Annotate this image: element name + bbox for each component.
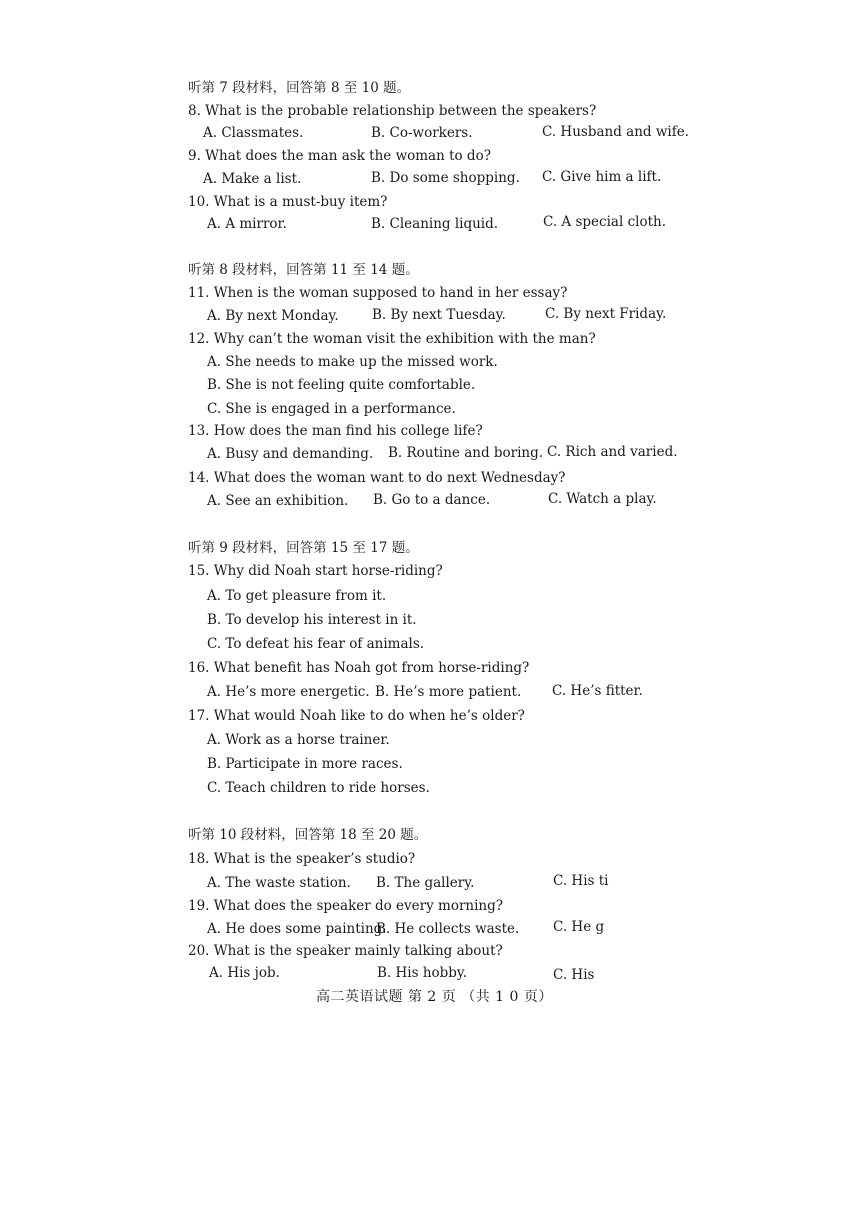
question-text: 8. What is the probable relationship between the speakers? bbox=[188, 103, 597, 119]
option-b: B. Go to a dance. bbox=[373, 492, 491, 508]
option-b: B. Cleaning liquid. bbox=[371, 216, 499, 232]
section-header: 听第 7 段材料，回答第 8 至 10 题。 bbox=[188, 80, 411, 96]
option-a: A. Work as a horse trainer. bbox=[207, 732, 390, 748]
option-a: A. His job. bbox=[209, 965, 280, 981]
option-b: B. Do some shopping. bbox=[371, 170, 520, 186]
option-c: C. To defeat his fear of animals. bbox=[207, 636, 425, 652]
question-text: 20. What is the speaker mainly talking about? bbox=[188, 943, 503, 959]
section-header: 听第 10 段材料，回答第 18 至 20 题。 bbox=[188, 827, 428, 843]
option-b: B. Routine and boring. bbox=[388, 445, 544, 461]
question-text: 10. What is a must-buy item? bbox=[188, 194, 388, 210]
question-text: 15. Why did Noah start horse-riding? bbox=[188, 563, 443, 579]
option-c: C. She is engaged in a performance. bbox=[207, 401, 456, 417]
option-c: C. Teach children to ride horses. bbox=[207, 780, 430, 796]
option-c: C. He’s fitter. bbox=[552, 683, 643, 699]
section-header: 听第 9 段材料，回答第 15 至 17 题。 bbox=[188, 540, 419, 556]
question-text: 16. What benefit has Noah got from horse-riding? bbox=[188, 660, 530, 676]
question-text: 13. How does the man find his college life? bbox=[188, 423, 483, 439]
option-a: A. He’s more energetic. bbox=[207, 684, 370, 700]
option-b: B. Participate in more races. bbox=[207, 756, 403, 772]
option-a: A. Busy and demanding. bbox=[207, 446, 374, 462]
option-b: B. By next Tuesday. bbox=[372, 307, 506, 323]
option-b: B. To develop his interest in it. bbox=[207, 612, 417, 628]
option-c: C. Watch a play. bbox=[548, 491, 657, 507]
option-c: C. By next Friday. bbox=[545, 306, 667, 322]
option-c: C. Husband and wife. bbox=[542, 124, 689, 140]
question-text: 17. What would Noah like to do when he’s older? bbox=[188, 708, 525, 724]
option-c: C. Rich and varied. bbox=[547, 444, 678, 460]
question-text: 11. When is the woman supposed to hand in her essay? bbox=[188, 285, 568, 301]
option-a: A. Make a list. bbox=[203, 171, 302, 187]
option-a: A. A mirror. bbox=[207, 216, 287, 232]
option-a: A. To get pleasure from it. bbox=[207, 588, 387, 604]
option-b: B. Co-workers. bbox=[371, 125, 473, 141]
option-a: A. See an exhibition. bbox=[207, 493, 349, 509]
option-b: B. She is not feeling quite comfortable. bbox=[207, 377, 476, 393]
option-b: B. He collects waste. bbox=[376, 921, 520, 937]
option-c: C. He g bbox=[553, 919, 605, 935]
option-c: C. His bbox=[553, 967, 595, 983]
option-c: C. His ti bbox=[553, 873, 609, 889]
page-footer: 高二英语试题 第 2 页 （共 1 0 页） bbox=[316, 989, 553, 1005]
section-header: 听第 8 段材料，回答第 11 至 14 题。 bbox=[188, 262, 419, 278]
option-b: B. The gallery. bbox=[376, 875, 475, 891]
option-a: A. She needs to make up the missed work. bbox=[207, 354, 498, 370]
question-text: 9. What does the man ask the woman to do? bbox=[188, 148, 491, 164]
question-text: 12. Why can’t the woman visit the exhibition with the man? bbox=[188, 331, 596, 347]
option-a: A. He does some painting. bbox=[207, 921, 387, 937]
question-text: 18. What is the speaker’s studio? bbox=[188, 851, 416, 867]
option-a: A. By next Monday. bbox=[207, 308, 339, 324]
option-b: B. He’s more patient. bbox=[375, 684, 522, 700]
question-text: 19. What does the speaker do every morning? bbox=[188, 898, 504, 914]
option-c: C. Give him a lift. bbox=[542, 169, 662, 185]
option-a: A. Classmates. bbox=[203, 125, 304, 141]
option-c: C. A special cloth. bbox=[543, 214, 666, 230]
option-a: A. The waste station. bbox=[207, 875, 351, 891]
question-text: 14. What does the woman want to do next Wednesday? bbox=[188, 470, 566, 486]
option-b: B. His hobby. bbox=[377, 965, 468, 981]
